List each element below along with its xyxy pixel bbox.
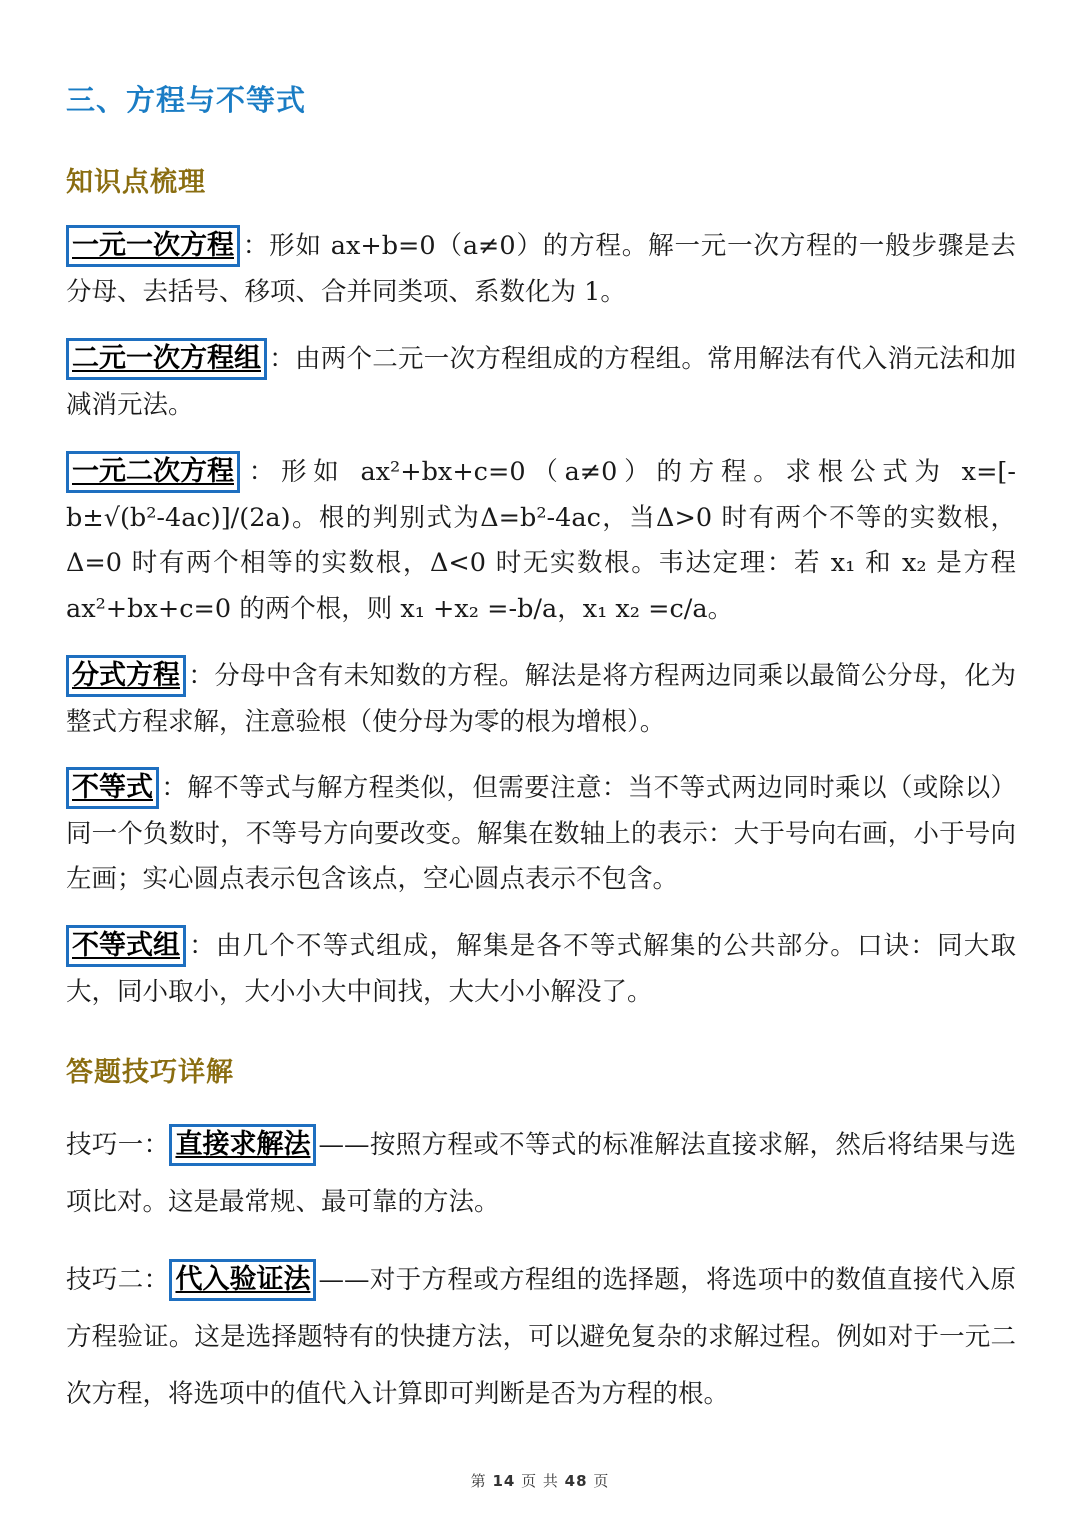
term-box: 直接求解法 — [169, 1124, 316, 1166]
term-box: 一元二次方程 — [66, 451, 240, 493]
item-text: ：由几个不等式组成，解集是各不等式解集的公共部分。口诀：同大取大，同小取小，大小小大中间找，大大小小解没了。 — [66, 931, 1016, 1007]
total-page-number: 48 — [564, 1472, 588, 1490]
footer-suffix: 页 — [593, 1472, 610, 1490]
knowledge-item — [66, 924, 1016, 1015]
item-text: ：解不等式与解方程类似，但需要注意：当不等式两边同时乘以（或除以）同一个负数时，不等号方向要改变。解集在数轴上的表示：大于号向右画，小于号向左画；实心圆点表示包含该点，空心圆点表示不包含。 — [66, 773, 1016, 894]
footer-prefix: 第 — [470, 1472, 487, 1490]
tip-prefix: 技巧二： — [66, 1265, 170, 1295]
tip-text: ——按照方程或不等式的标准解法直接求解，然后将结果与选项比对。这是最常规、最可靠的方法。 — [66, 1130, 1016, 1217]
item-text: ：分母中含有未知数的方程。解法是将方程两边同乘以最简公分母，化为整式方程求解，注意验根（使分母为零的根为增根）。 — [66, 661, 1016, 737]
tip-prefix: 技巧一： — [66, 1130, 170, 1160]
item-text: ：形如 ax+b=0（a≠0）的方程。解一元一次方程的一般步骤是去分母、去括号、移项、合并同类项、系数化为 1。 — [66, 231, 1016, 307]
term-box: 分式方程 — [66, 655, 186, 697]
knowledge-item — [66, 766, 1016, 903]
knowledge-item — [66, 654, 1016, 745]
footer-middle: 页 共 — [521, 1472, 559, 1490]
knowledge-heading: 知识点梳理 — [66, 167, 206, 198]
tip-item — [66, 1252, 1016, 1423]
knowledge-item — [66, 337, 1016, 428]
item-text: ：由两个二元一次方程组成的方程组。常用解法有代入消元法和加减消元法。 — [66, 344, 1016, 420]
tip-item — [66, 1117, 1016, 1231]
term-box: 一元一次方程 — [66, 225, 240, 267]
term-box: 不等式组 — [66, 925, 186, 967]
section-title: 三、方程与不等式 — [66, 83, 307, 117]
item-text: ：形如 ax²+bx+c=0（a≠0）的方程。求根公式为 x=[-b±√(b²-4ac)]/(2a)。根的判别式为Δ=b²-4ac，当Δ>0 时有两个不等的实数根，Δ=0 时有两个相等的实数根，Δ<0 时无实数根。韦达定理：若 x₁ 和 x₂ 是方程 ax²+bx+c=0 的两个根，则 x₁ +x₂ =-b/a，x₁ x₂ =c/a。 — [66, 457, 1016, 624]
tip-text: ——对于方程或方程组的选择题，将选项中的数值直接代入原方程验证。这是选择题特有的快捷方法，可以避免复杂的求解过程。例如对于一元二次方程，将选项中的值代入计算即可判断是否为方程的根。 — [66, 1265, 1016, 1409]
term-box: 二元一次方程组 — [66, 338, 267, 380]
term-box: 不等式 — [66, 767, 159, 809]
current-page-number: 14 — [492, 1472, 516, 1490]
term-box: 代入验证法 — [169, 1259, 316, 1301]
tips-heading: 答题技巧详解 — [66, 1057, 234, 1088]
knowledge-item — [66, 224, 1016, 315]
page-footer — [0, 1470, 1080, 1491]
knowledge-item — [66, 450, 1016, 632]
